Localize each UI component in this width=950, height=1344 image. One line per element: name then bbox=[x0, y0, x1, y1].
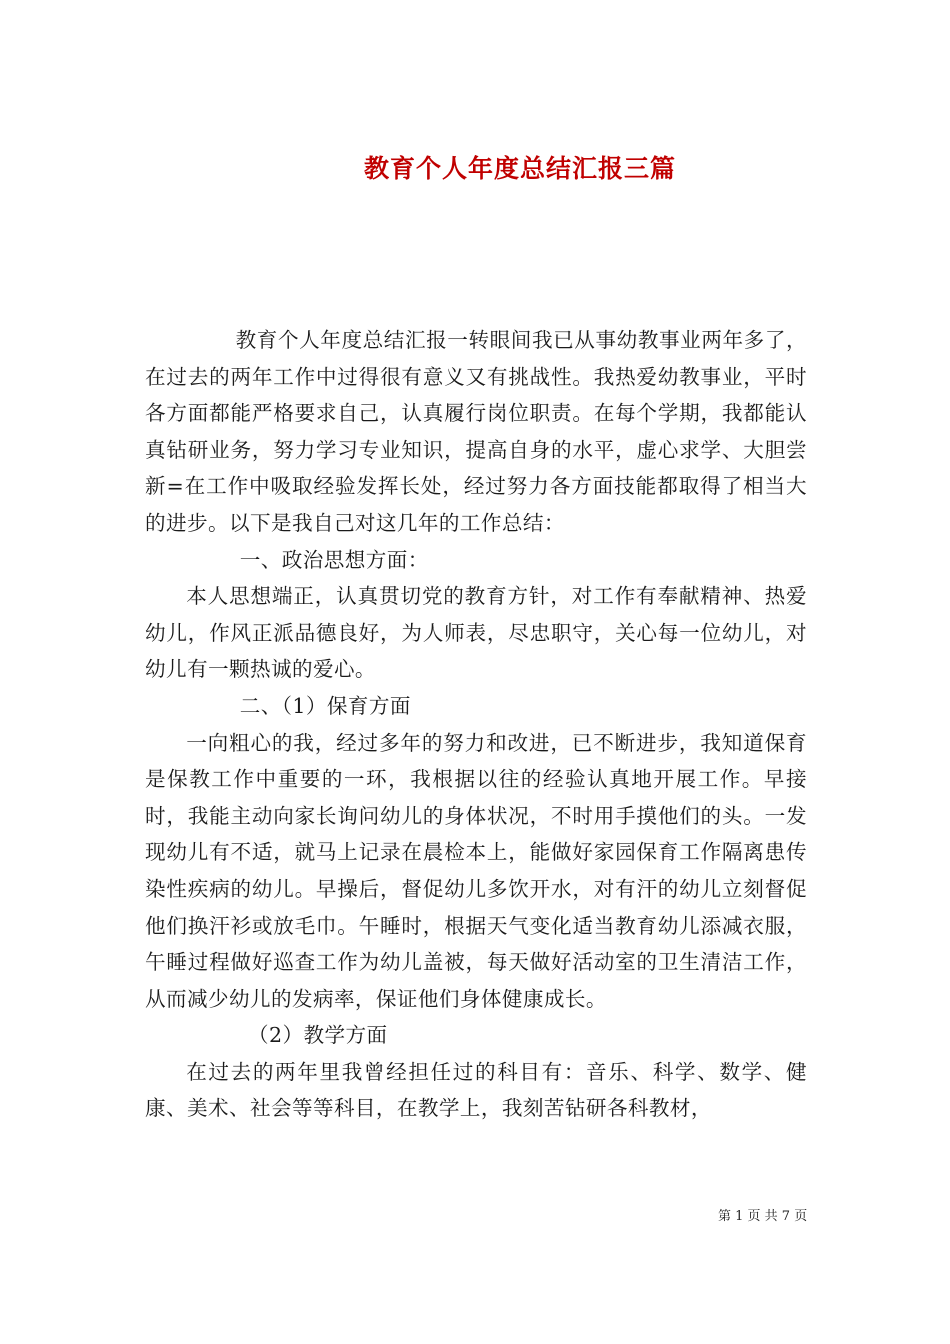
section-heading-care: 二、（1）保育方面 bbox=[239, 693, 411, 718]
document-title: 教育个人年度总结汇报三篇 bbox=[363, 153, 676, 183]
page-number-footer: 第 1 页 共 7 页 bbox=[718, 1209, 808, 1224]
section-paragraph-politics: 本人思想端正，认真贯切党的教育方针，对工作有奉献精神、热爱幼儿，作风正派品德良好，为人师表，尽忠职守，关心每一位幼儿，对幼儿有一颗热诚的爱心。 bbox=[145, 584, 807, 682]
section-paragraph-teaching: 在过去的两年里我曾经担任过的科目有：音乐、科学、数学、健康、美术、社会等等科目，在教学上，我刻苦钻研各科教材， bbox=[145, 1059, 807, 1121]
document-body bbox=[145, 322, 807, 1127]
section-heading-politics: 一、政治思想方面： bbox=[239, 547, 429, 572]
intro-paragraph: 教育个人年度总结汇报一转眼间我已从事幼教事业两年多了，在过去的两年工作中过得很有意义又有挑战性。我热爱幼教事业，平时各方面都能严格要求自己，认真履行岗位职责。在每个学期，我都能认真钻研业务，努力学习专业知识，提高自身的水平，虚心求学、大胆尝新=在工作中吸取经验发挥长处，经过努力各方面技能都取得了相当大的进步。以下是我自己对这几年的工作总结： bbox=[145, 328, 807, 535]
section-paragraph-care: 一向粗心的我，经过多年的努力和改进，已不断进步，我知道保育是保教工作中重要的一环，我根据以往的经验认真地开展工作。早接时，我能主动向家长询问幼儿的身体状况，不时用手摸他们的头。一发现幼儿有不适，就马上记录在晨检本上，能做好家园保育工作隔离患传染性疾病的幼儿。早操后，督促幼儿多饮开水，对有汗的幼儿立刻督促他们换汗衫或放毛巾。午睡时，根据天气变化适当教育幼儿添减衣服，午睡过程做好巡查工作为幼儿盖被，每天做好活动室的卫生清洁工作，从而减少幼儿的发病率，保证他们身体健康成长。 bbox=[145, 730, 807, 1011]
section-heading-teaching: （2）教学方面 bbox=[248, 1023, 388, 1048]
